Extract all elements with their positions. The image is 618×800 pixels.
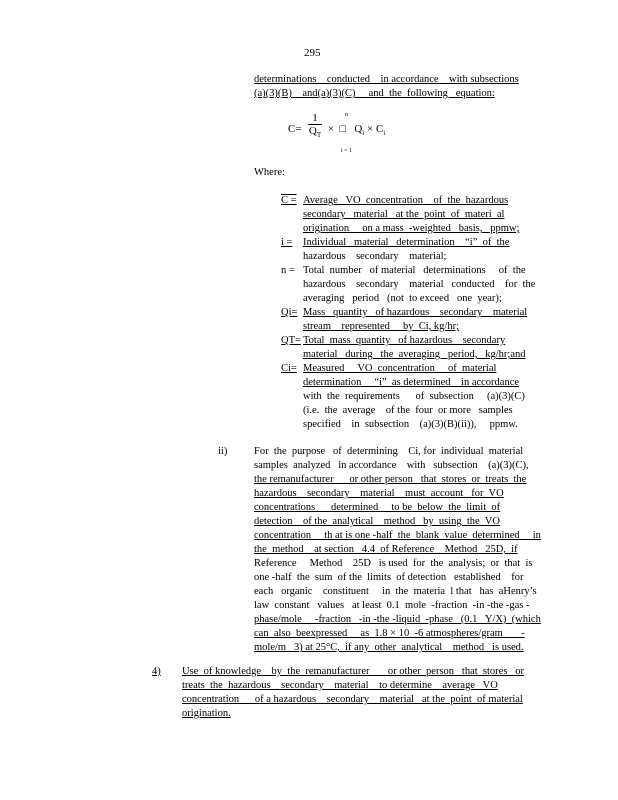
definition-line: Total mass quantity of hazardous secondary	[303, 335, 506, 346]
paragraph-line: the method at section 4.4 of Reference Method 25D, if	[254, 544, 518, 555]
paragraph-line: the remanufacturer or other person that stores or treats the	[254, 474, 527, 485]
paragraph-line: one -half the sum of the limits of detection established for	[254, 572, 524, 583]
definition-line: specified in subsection (a)(3)(B)(ii)), ppmw.	[303, 419, 518, 430]
definition-text	[303, 194, 533, 236]
intro-line: determinations conducted in accordance with subsections	[254, 74, 519, 85]
definition-i	[281, 236, 533, 264]
definition-line: with the requirements of subsection (a)(3)(C)	[303, 391, 525, 402]
definition-text	[303, 236, 533, 264]
equation-numerator: 1	[308, 112, 322, 125]
paragraph-line: For the purpose of determining Ci, for individual material	[254, 446, 524, 457]
definition-symbol: n =	[281, 265, 295, 276]
paragraph-line: Use of knowledge by the remanufacturer or other person that stores or	[182, 666, 525, 677]
definition-line: hazardous secondary material;	[303, 251, 447, 262]
definitions-list	[281, 194, 536, 432]
equation-denominator-q: Q	[308, 125, 317, 137]
definition-line: Measured VO concentration of material	[303, 363, 497, 374]
paragraph-4	[182, 665, 525, 721]
definition-ci	[281, 362, 533, 432]
paragraph-line: treats the hazardous secondary material to determine average VO	[182, 680, 498, 691]
paragraph-line: Reference Method 25D is used for the analysis; or that is	[254, 558, 533, 569]
definition-text	[303, 362, 533, 432]
definition-line: Total number of material determinations of the	[303, 265, 526, 276]
page-number: 295	[304, 47, 321, 59]
paragraph-line: concentration th at is one -half the blank value determined in	[254, 530, 541, 541]
definition-symbol: QT=	[281, 335, 301, 346]
definition-symbol: Qi=	[281, 307, 298, 318]
definition-line: material during the averaging period, kg/hr;and	[303, 349, 526, 360]
equation-operator: × □ Q	[325, 123, 363, 135]
equation-denominator-sub: T	[316, 131, 322, 140]
definition-line: origination on a mass -weighted basis, ppmw;	[303, 223, 520, 234]
paragraph-ii	[254, 445, 544, 655]
definition-n	[281, 264, 536, 306]
sum-upper-limit: n	[345, 112, 348, 118]
definition-qi	[281, 306, 533, 334]
definition-symbol: Ci=	[281, 363, 297, 374]
equation-q-sub: i	[362, 129, 365, 138]
definition-text	[303, 306, 533, 334]
definition-line: Individual material determination “i” of the	[303, 237, 510, 248]
equation-lhs: C=	[288, 123, 302, 135]
paragraph-line: concentrations determined to be below the limit of	[254, 502, 501, 513]
paragraph-line: detection of the analytical method by using the VO	[254, 516, 500, 527]
definition-text	[303, 264, 536, 306]
definition-symbol: i =	[281, 237, 293, 248]
paragraph-line: mole/m 3) at 25°C, if any other analytical method is used.	[254, 642, 524, 653]
definition-qt	[281, 334, 533, 362]
definition-line: (i.e. the average of the four or more samples	[303, 405, 513, 416]
definition-text	[303, 334, 533, 362]
equation-c-sub: i	[383, 129, 386, 138]
equation-body	[325, 122, 385, 140]
definition-c-bar	[281, 194, 533, 236]
intro-paragraph	[254, 73, 532, 101]
item-number-4: 4)	[152, 666, 161, 677]
equation-fraction	[308, 112, 322, 141]
paragraph-line: samples analyzed in accordance with subsection (a)(3)(C),	[254, 460, 529, 471]
definition-line: stream represented by Ci, kg/hr;	[303, 321, 460, 332]
definition-symbol: C =	[281, 195, 297, 206]
equation-tail: × C	[364, 123, 384, 135]
paragraph-line: hazardous secondary material must account for VO	[254, 488, 504, 499]
paragraph-line: each organic constituent in the materia l that has aHenry’s	[254, 586, 537, 597]
sum-lower-limit: i = 1	[341, 148, 353, 154]
definition-line: averaging period (not to exceed one year);	[303, 293, 502, 304]
subsection-label-ii: ii)	[218, 446, 228, 457]
paragraph-line: can also beexpressed as 1.8 × 10 -6 atmospheres/gram -	[254, 628, 525, 639]
paragraph-line: concentration of a hazardous secondary material at the point of material	[182, 694, 523, 705]
paragraph-line: origination.	[182, 708, 231, 719]
definition-line: determination “i” as determined in accordance	[303, 377, 520, 388]
paragraph-line: phase/mole -fraction -in -the -liquid -phase (0.1 Y/X) (which	[254, 614, 541, 625]
definition-line: Average VO concentration of the hazardous	[303, 195, 509, 206]
intro-line: (a)(3)(B) and(a)(3)(C) and the following equation:	[254, 88, 495, 99]
where-label: Where:	[254, 167, 285, 178]
definition-line: secondary material at the point of materi al	[303, 209, 505, 220]
equation-denominator	[308, 125, 322, 141]
definition-line: hazardous secondary material conducted for the	[303, 279, 536, 290]
paragraph-line: law constant values at least 0.1 mole -fraction -in -the -gas -	[254, 600, 530, 611]
definition-line: Mass quantity of hazardous secondary material	[303, 307, 528, 318]
